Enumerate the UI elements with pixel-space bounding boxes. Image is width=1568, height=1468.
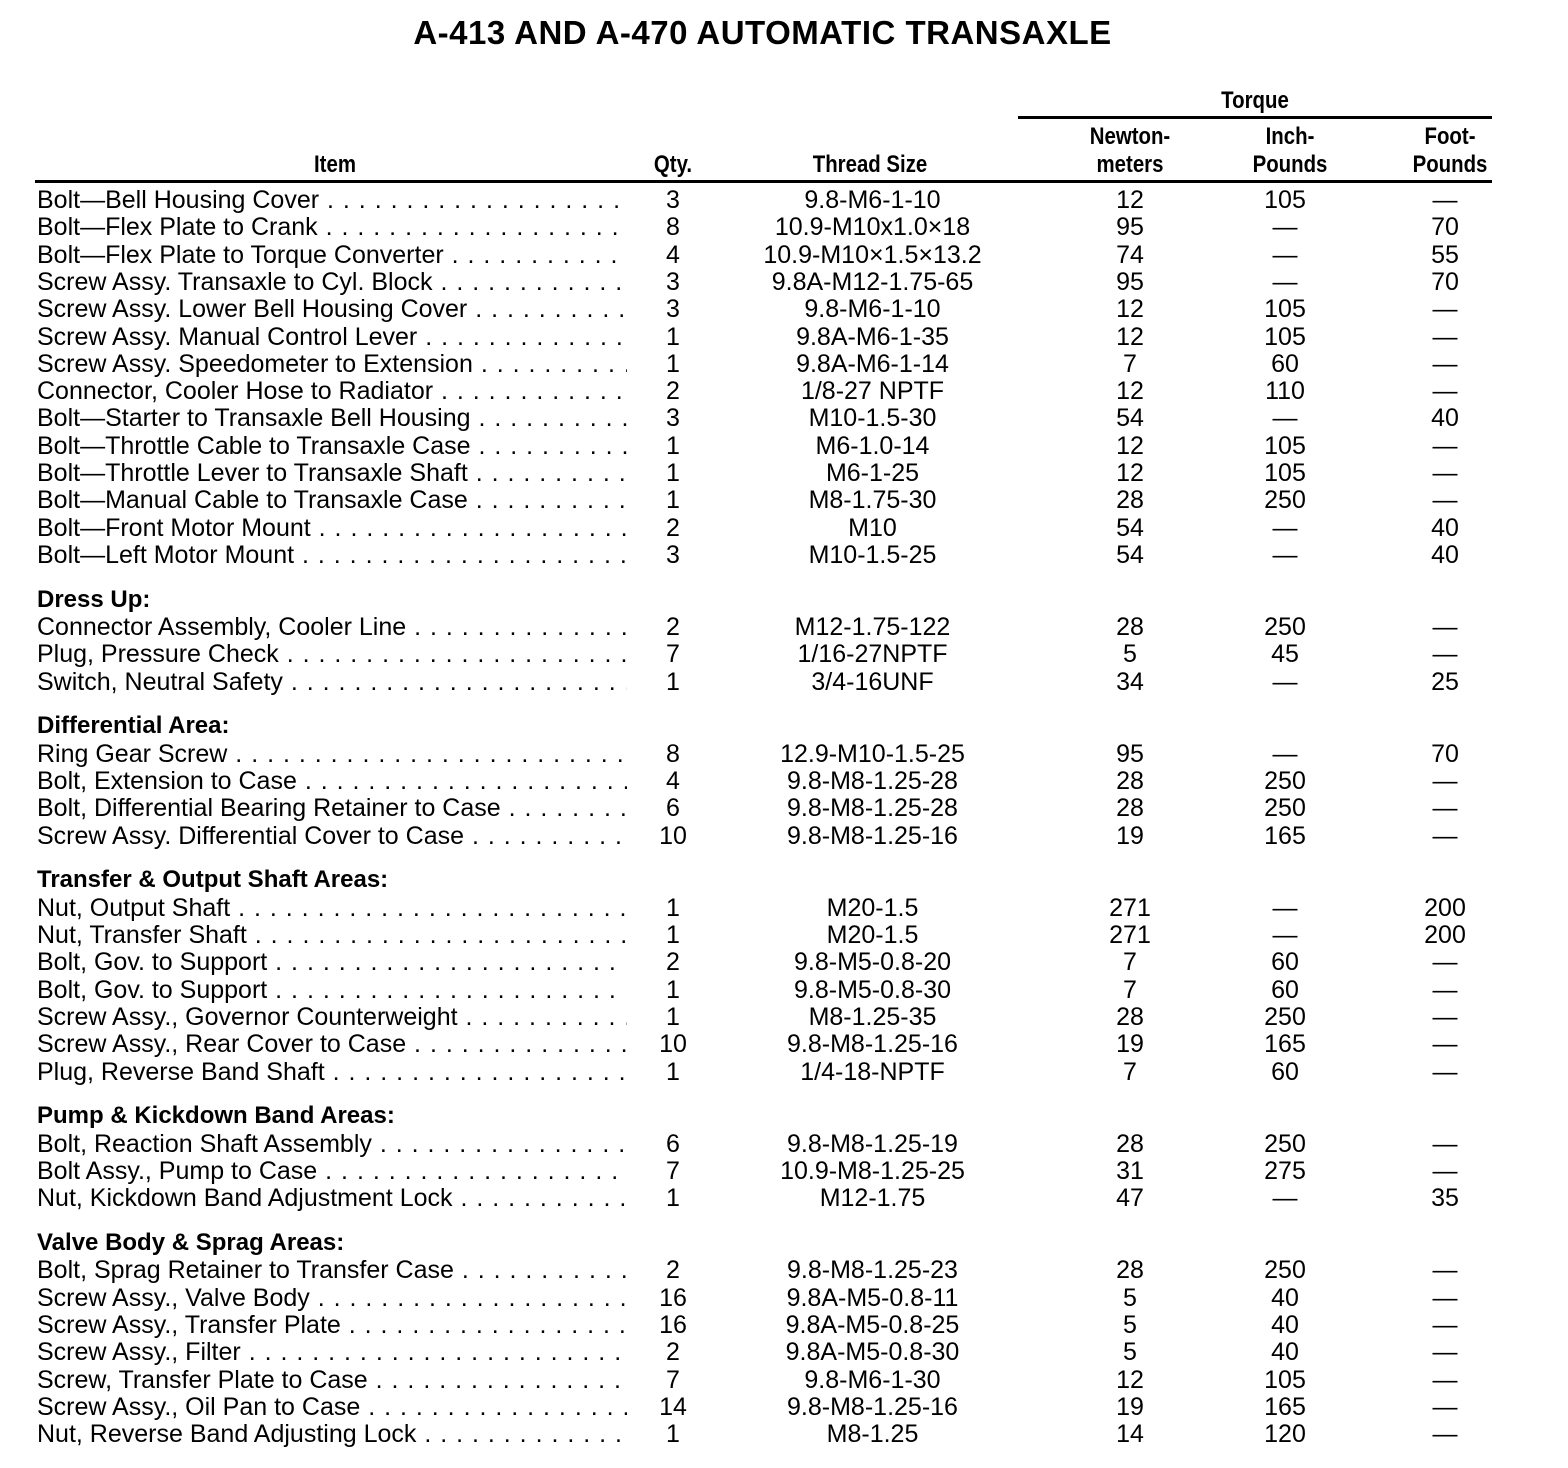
table-row xyxy=(0,459,1568,487)
thread-size-cell: 10.9-M10×1.5×13.2 xyxy=(763,240,982,269)
table-row xyxy=(0,948,1568,976)
table-row xyxy=(0,1184,1568,1212)
qty-cell: 14 xyxy=(659,1392,687,1421)
foot-pounds-cell: 70 xyxy=(1431,267,1459,296)
newton-meters-cell: 12 xyxy=(1116,431,1144,460)
qty-cell: 10 xyxy=(659,821,687,850)
thread-size-cell: 9.8-M8-1.25-19 xyxy=(787,1129,958,1158)
qty-cell: 1 xyxy=(666,1057,680,1086)
item-cell: Bolt—Throttle Cable to Transaxle Case . . . xyxy=(37,432,627,460)
thread-size-cell: M8-1.25 xyxy=(826,1420,919,1449)
inch-pounds-cell: — xyxy=(1272,213,1298,242)
newton-meters-cell: 95 xyxy=(1116,213,1144,242)
item-cell: Screw Assy. Transaxle to Cyl. Block . . . xyxy=(37,268,627,296)
foot-pounds-cell: — xyxy=(1432,1129,1458,1158)
foot-pounds-cell: — xyxy=(1432,794,1458,823)
qty-cell: 1 xyxy=(666,893,680,922)
thread-size-cell: 10.9-M8-1.25-25 xyxy=(780,1156,965,1185)
section-heading xyxy=(0,1229,1568,1257)
table-row xyxy=(0,268,1568,296)
thread-size-cell: 9.8-M8-1.25-28 xyxy=(787,767,958,795)
item-cell: Bolt—Manual Cable to Transaxle Case . . . xyxy=(37,486,627,514)
newton-meters-cell: 19 xyxy=(1116,1030,1144,1059)
table-row xyxy=(0,186,1568,214)
item-cell: Screw Assy. Lower Bell Housing Cover . . . xyxy=(37,295,627,323)
inch-pounds-header xyxy=(1231,123,1350,179)
qty-cell: 6 xyxy=(666,1129,680,1158)
foot-pounds-cell: — xyxy=(1432,640,1458,669)
foot-pounds-cell: 200 xyxy=(1424,893,1466,922)
foot-pounds-cell: — xyxy=(1432,1030,1458,1059)
thread-size-cell: 9.8-M8-1.25-28 xyxy=(787,794,958,823)
thread-size-cell: 1/8-27 NPTF xyxy=(800,377,945,406)
foot-pounds-cell: 35 xyxy=(1431,1184,1459,1213)
qty-cell: 10 xyxy=(659,1030,687,1059)
page-title: A-413 AND A-470 AUTOMATIC TRANSAXLE xyxy=(413,14,1112,51)
item-cell: Plug, Pressure Check . . . xyxy=(37,640,627,668)
foot-pounds-cell: 200 xyxy=(1424,921,1466,949)
inch-pounds-cell: — xyxy=(1272,739,1298,768)
thread-size-cell: 9.8-M6-1-10 xyxy=(804,295,941,324)
table-row xyxy=(0,921,1568,949)
newton-meters-cell: 12 xyxy=(1116,1365,1144,1394)
newton-meters-cell: 54 xyxy=(1116,513,1144,542)
foot-pounds-cell: — xyxy=(1432,486,1458,515)
table-row xyxy=(0,1420,1568,1448)
item-cell: Bolt, Differential Bearing Retainer to Case . . . xyxy=(37,794,627,822)
section-heading xyxy=(0,712,1568,740)
inch-pounds-cell: — xyxy=(1272,240,1298,269)
inch-pounds-cell: 250 xyxy=(1264,794,1306,823)
newton-meters-cell: 12 xyxy=(1116,377,1144,406)
inch-pounds-cell: 40 xyxy=(1271,1283,1299,1312)
item-cell: Bolt Assy., Pump to Case . . . xyxy=(37,1157,627,1185)
inch-pounds-cell: 250 xyxy=(1264,767,1306,795)
inch-pounds-header-line2: Pounds xyxy=(1252,151,1328,178)
foot-pounds-cell: — xyxy=(1432,1365,1458,1394)
newton-meters-cell: 28 xyxy=(1116,613,1144,641)
foot-pounds-cell: — xyxy=(1432,1338,1458,1367)
newton-meters-cell: 28 xyxy=(1116,1256,1144,1285)
item-cell: Screw Assy., Governor Counterweight . . . xyxy=(37,1003,627,1031)
item-cell: Screw Assy., Valve Body . . . xyxy=(37,1284,627,1312)
qty-cell: 2 xyxy=(666,1338,680,1367)
newton-meters-cell: 28 xyxy=(1116,1002,1144,1031)
item-cell: Bolt, Gov. to Support . . . xyxy=(37,948,627,976)
item-cell: Screw Assy., Oil Pan to Case . . . xyxy=(37,1393,627,1421)
foot-pounds-cell: — xyxy=(1432,1420,1458,1449)
inch-pounds-cell: — xyxy=(1272,267,1298,296)
foot-pounds-cell: 40 xyxy=(1431,404,1459,433)
foot-pounds-cell: 40 xyxy=(1431,540,1459,569)
thread-size-cell: M6-1.0-14 xyxy=(815,431,930,460)
foot-pounds-cell: — xyxy=(1432,1310,1458,1339)
qty-cell: 1 xyxy=(666,667,680,696)
newton-meters-cell: 12 xyxy=(1116,322,1144,351)
thread-size-cell: M8-1.75-30 xyxy=(808,486,937,515)
table-row xyxy=(0,350,1568,378)
thread-size-cell: M10 xyxy=(848,513,897,542)
qty-cell: 1 xyxy=(666,1002,680,1031)
newton-meters-cell: 47 xyxy=(1116,1184,1144,1213)
newton-meters-header xyxy=(1066,123,1194,179)
item-cell: Screw Assy. Differential Cover to Case . . . xyxy=(37,822,627,850)
qty-cell: 7 xyxy=(666,640,680,669)
qty-cell: 4 xyxy=(666,767,680,795)
inch-pounds-cell: 165 xyxy=(1264,1030,1306,1059)
table-row xyxy=(0,894,1568,922)
table-row xyxy=(0,295,1568,323)
table-row xyxy=(0,1311,1568,1339)
newton-meters-cell: 12 xyxy=(1116,459,1144,487)
item-cell: Bolt—Left Motor Mount . . . xyxy=(37,541,627,569)
table-row xyxy=(0,323,1568,351)
thread-size-cell: 3/4-16UNF xyxy=(811,667,934,696)
newton-meters-cell: 34 xyxy=(1116,667,1144,696)
item-cell: Bolt, Sprag Retainer to Transfer Case . . . xyxy=(37,1256,627,1284)
newton-meters-cell: 7 xyxy=(1123,349,1137,378)
thread-size-cell: 9.8-M5-0.8-20 xyxy=(793,948,952,977)
inch-pounds-cell: 60 xyxy=(1271,1057,1299,1086)
qty-cell: 16 xyxy=(659,1283,687,1312)
thread-size-cell: 9.8-M5-0.8-30 xyxy=(793,975,952,1004)
inch-pounds-cell: 105 xyxy=(1264,431,1306,460)
thread-size-cell: 9.8A-M5-0.8-30 xyxy=(785,1338,960,1367)
qty-cell: 2 xyxy=(666,613,680,641)
table-row xyxy=(0,668,1568,696)
section-label: Valve Body & Sprag Areas: xyxy=(37,1229,345,1256)
newton-meters-cell: 19 xyxy=(1116,1392,1144,1421)
table-row xyxy=(0,1157,1568,1185)
inch-pounds-cell: 250 xyxy=(1264,1129,1306,1158)
inch-pounds-cell: 250 xyxy=(1264,486,1306,515)
qty-cell: 3 xyxy=(666,267,680,296)
qty-cell: 1 xyxy=(666,1184,680,1213)
item-cell: Screw Assy. Manual Control Lever . . . xyxy=(37,323,627,351)
inch-pounds-cell: — xyxy=(1272,540,1298,569)
inch-pounds-cell: — xyxy=(1272,921,1298,949)
thread-size-cell: M10-1.5-30 xyxy=(808,404,937,433)
qty-cell: 8 xyxy=(666,213,680,242)
thread-size-cell: 1/16-27NPTF xyxy=(797,640,948,669)
newton-meters-cell: 28 xyxy=(1116,1129,1144,1158)
foot-pounds-cell: — xyxy=(1432,613,1458,641)
section-label: Differential Area: xyxy=(37,712,230,740)
inch-pounds-cell: — xyxy=(1272,893,1298,922)
newton-meters-cell: 7 xyxy=(1123,1057,1137,1086)
thread-size-cell: 9.8A-M6-1-35 xyxy=(796,322,949,351)
table-row xyxy=(0,613,1568,641)
table-row xyxy=(0,822,1568,850)
section-label: Transfer & Output Shaft Areas: xyxy=(37,866,389,894)
foot-pounds-cell: 40 xyxy=(1431,513,1459,542)
qty-cell: 1 xyxy=(666,431,680,460)
inch-pounds-cell: 250 xyxy=(1264,613,1306,641)
thread-size-cell: 9.8-M6-1-10 xyxy=(804,186,941,214)
item-cell: Connector, Cooler Hose to Radiator . . . xyxy=(37,377,627,405)
qty-cell: 1 xyxy=(666,322,680,351)
inch-pounds-cell: 105 xyxy=(1264,295,1306,324)
qty-cell: 2 xyxy=(666,948,680,977)
inch-pounds-cell: 40 xyxy=(1271,1310,1299,1339)
thread-size-cell: 9.8A-M5-0.8-25 xyxy=(785,1310,960,1339)
inch-pounds-cell: — xyxy=(1272,667,1298,696)
inch-pounds-cell: 250 xyxy=(1264,1256,1306,1285)
item-cell: Nut, Reverse Band Adjusting Lock . . . xyxy=(37,1420,627,1448)
table-row xyxy=(0,1338,1568,1366)
section-heading xyxy=(0,1102,1568,1130)
qty-cell: 1 xyxy=(666,349,680,378)
item-header: Item xyxy=(314,151,356,178)
foot-pounds-cell: — xyxy=(1432,349,1458,378)
foot-pounds-cell: — xyxy=(1432,431,1458,460)
foot-pounds-cell: — xyxy=(1432,295,1458,324)
thread-size-cell: 9.8-M6-1-30 xyxy=(804,1365,941,1394)
table-row xyxy=(0,486,1568,514)
qty-cell: 8 xyxy=(666,739,680,768)
table-row xyxy=(0,1058,1568,1086)
newton-meters-cell: 19 xyxy=(1116,821,1144,850)
inch-pounds-cell: 45 xyxy=(1271,640,1299,669)
newton-meters-cell: 5 xyxy=(1123,1310,1137,1339)
inch-pounds-cell: 165 xyxy=(1264,821,1306,850)
thread-size-cell: 9.8-M8-1.25-23 xyxy=(787,1256,958,1285)
table-row xyxy=(0,1366,1568,1394)
foot-pounds-cell: — xyxy=(1432,186,1458,214)
foot-pounds-cell: 70 xyxy=(1431,739,1459,768)
inch-pounds-cell: — xyxy=(1272,1184,1298,1213)
qty-cell: 1 xyxy=(666,1420,680,1449)
inch-pounds-cell: 40 xyxy=(1271,1338,1299,1367)
item-cell: Plug, Reverse Band Shaft . . . xyxy=(37,1058,627,1086)
foot-pounds-cell: — xyxy=(1432,948,1458,977)
qty-cell: 2 xyxy=(666,377,680,406)
newton-meters-cell: 12 xyxy=(1116,295,1144,324)
item-cell: Nut, Kickdown Band Adjustment Lock . . . xyxy=(37,1184,627,1212)
inch-pounds-cell: 105 xyxy=(1264,1365,1306,1394)
foot-pounds-cell: 55 xyxy=(1431,240,1459,269)
table-row xyxy=(0,1003,1568,1031)
inch-pounds-cell: — xyxy=(1272,404,1298,433)
foot-pounds-cell: — xyxy=(1432,1057,1458,1086)
thread-size-cell: 1/4-18-NPTF xyxy=(800,1057,945,1086)
inch-pounds-cell: 60 xyxy=(1271,975,1299,1004)
foot-pounds-cell: 25 xyxy=(1431,667,1459,696)
item-cell: Bolt—Starter to Transaxle Bell Housing . . . xyxy=(37,404,627,432)
newton-meters-cell: 54 xyxy=(1116,404,1144,433)
newton-meters-cell: 28 xyxy=(1116,794,1144,823)
qty-cell: 2 xyxy=(666,513,680,542)
item-cell: Bolt, Reaction Shaft Assembly . . . xyxy=(37,1130,627,1158)
item-cell: Bolt—Flex Plate to Torque Converter . . . xyxy=(37,241,627,269)
thread-size-cell: M6-1-25 xyxy=(825,459,920,487)
thread-header: Thread Size xyxy=(812,151,928,178)
thread-size-cell: M20-1.5 xyxy=(826,893,919,922)
inch-pounds-cell: — xyxy=(1272,513,1298,542)
qty-cell: 3 xyxy=(666,540,680,569)
newton-meters-cell: 31 xyxy=(1116,1156,1144,1185)
table-row xyxy=(0,404,1568,432)
thread-size-cell: 12.9-M10-1.5-25 xyxy=(780,739,965,768)
thread-size-cell: 9.8A-M6-1-14 xyxy=(796,349,949,378)
qty-cell: 6 xyxy=(666,794,680,823)
newton-meters-cell: 28 xyxy=(1116,767,1144,795)
inch-pounds-cell: 250 xyxy=(1264,1002,1306,1031)
table-row xyxy=(0,1393,1568,1421)
section-label: Dress Up: xyxy=(37,585,151,613)
foot-pounds-cell: — xyxy=(1432,459,1458,487)
foot-pounds-cell: — xyxy=(1432,377,1458,406)
inch-pounds-cell: 105 xyxy=(1264,459,1306,487)
inch-pounds-cell: 275 xyxy=(1264,1156,1306,1185)
foot-pounds-cell: — xyxy=(1432,1002,1458,1031)
newton-meters-cell: 14 xyxy=(1116,1420,1144,1449)
thread-size-cell: M8-1.25-35 xyxy=(808,1002,937,1031)
newton-meters-cell: 271 xyxy=(1109,921,1151,949)
item-cell: Screw Assy., Transfer Plate . . . xyxy=(37,1311,627,1339)
foot-pounds-cell: — xyxy=(1432,1256,1458,1285)
foot-pounds-cell: — xyxy=(1432,975,1458,1004)
table-row xyxy=(0,976,1568,1004)
item-cell: Bolt—Flex Plate to Crank . . . xyxy=(37,213,627,241)
section-heading xyxy=(0,866,1568,894)
inch-pounds-cell: 60 xyxy=(1271,349,1299,378)
qty-cell: 7 xyxy=(666,1156,680,1185)
foot-pounds-header-line1: Foot- xyxy=(1424,123,1476,150)
item-cell: Bolt—Bell Housing Cover . . . xyxy=(37,186,627,214)
newton-meters-cell: 54 xyxy=(1116,540,1144,569)
item-cell: Nut, Transfer Shaft . . . xyxy=(37,921,627,949)
newton-meters-cell: 74 xyxy=(1116,240,1144,269)
thread-size-cell: M12-1.75-122 xyxy=(794,613,951,641)
thread-size-cell: 9.8A-M12-1.75-65 xyxy=(771,267,974,296)
newton-meters-cell: 95 xyxy=(1116,739,1144,768)
qty-cell: 4 xyxy=(666,240,680,269)
foot-pounds-cell: — xyxy=(1432,821,1458,850)
inch-pounds-cell: 165 xyxy=(1264,1392,1306,1421)
table-row xyxy=(0,794,1568,822)
item-cell: Bolt, Gov. to Support . . . xyxy=(37,976,627,1004)
table-row xyxy=(0,767,1568,795)
qty-cell: 3 xyxy=(666,186,680,214)
newton-meters-cell: 12 xyxy=(1116,186,1144,214)
foot-pounds-cell: — xyxy=(1432,1392,1458,1421)
table-row xyxy=(0,432,1568,460)
foot-pounds-header-line2: Pounds xyxy=(1412,151,1488,178)
newton-meters-cell: 5 xyxy=(1123,640,1137,669)
thread-size-cell: 10.9-M10x1.0×18 xyxy=(774,213,971,242)
item-cell: Switch, Neutral Safety . . . xyxy=(37,668,627,696)
table-row xyxy=(0,241,1568,269)
thread-size-cell: 9.8-M8-1.25-16 xyxy=(787,1030,958,1059)
table-row xyxy=(0,1030,1568,1058)
qty-header: Qty. xyxy=(653,151,693,178)
foot-pounds-cell: — xyxy=(1432,322,1458,351)
newton-meters-cell: 5 xyxy=(1123,1338,1137,1367)
table-row xyxy=(0,740,1568,768)
foot-pounds-cell: — xyxy=(1432,767,1458,795)
header-rule xyxy=(35,180,1492,183)
inch-pounds-cell: 60 xyxy=(1271,948,1299,977)
inch-pounds-cell: 105 xyxy=(1264,186,1306,214)
qty-cell: 1 xyxy=(666,921,680,949)
item-cell: Ring Gear Screw . . . xyxy=(37,740,627,768)
item-cell: Screw Assy. Speedometer to Extension . . . xyxy=(37,350,627,378)
foot-pounds-header xyxy=(1391,123,1510,179)
qty-cell: 7 xyxy=(666,1365,680,1394)
newton-meters-cell: 28 xyxy=(1116,486,1144,515)
newton-meters-header-line2: meters xyxy=(1096,151,1164,178)
inch-pounds-cell: 120 xyxy=(1264,1420,1306,1449)
inch-pounds-cell: 105 xyxy=(1264,322,1306,351)
torque-group-header: Torque xyxy=(1221,87,1289,114)
table-row xyxy=(0,1130,1568,1158)
item-cell: Connector Assembly, Cooler Line . . . xyxy=(37,613,627,641)
table-row xyxy=(0,541,1568,569)
qty-cell: 3 xyxy=(666,404,680,433)
newton-meters-cell: 5 xyxy=(1123,1283,1137,1312)
item-cell: Screw Assy., Rear Cover to Case . . . xyxy=(37,1030,627,1058)
qty-cell: 16 xyxy=(659,1310,687,1339)
table-row xyxy=(0,1256,1568,1284)
newton-meters-cell: 7 xyxy=(1123,948,1137,977)
item-cell: Screw Assy., Filter . . . xyxy=(37,1338,627,1366)
item-cell: Bolt—Throttle Lever to Transaxle Shaft . . . xyxy=(37,459,627,487)
item-cell: Screw, Transfer Plate to Case . . . xyxy=(37,1366,627,1394)
newton-meters-cell: 271 xyxy=(1109,893,1151,922)
qty-cell: 1 xyxy=(666,459,680,487)
section-heading xyxy=(0,586,1568,614)
thread-size-cell: 9.8-M8-1.25-16 xyxy=(787,1392,958,1421)
table-row xyxy=(0,640,1568,668)
table-row xyxy=(0,1284,1568,1312)
item-cell: Nut, Output Shaft . . . xyxy=(37,894,627,922)
thread-size-cell: 9.8-M8-1.25-16 xyxy=(787,821,958,850)
item-cell: Bolt, Extension to Case . . . xyxy=(37,767,627,795)
qty-cell: 3 xyxy=(666,295,680,324)
newton-meters-cell: 95 xyxy=(1116,267,1144,296)
qty-cell: 1 xyxy=(666,486,680,515)
foot-pounds-cell: — xyxy=(1432,1156,1458,1185)
foot-pounds-cell: 70 xyxy=(1431,213,1459,242)
thread-size-cell: 9.8A-M5-0.8-11 xyxy=(786,1283,959,1312)
qty-cell: 2 xyxy=(666,1256,680,1285)
thread-size-cell: M20-1.5 xyxy=(826,921,919,949)
qty-cell: 1 xyxy=(666,975,680,1004)
thread-size-cell: M10-1.5-25 xyxy=(808,540,937,569)
torque-group-rule xyxy=(1018,116,1492,119)
inch-pounds-header-line1: Inch- xyxy=(1265,123,1315,150)
table-row xyxy=(0,377,1568,405)
newton-meters-cell: 7 xyxy=(1123,975,1137,1004)
inch-pounds-cell: 110 xyxy=(1265,377,1305,406)
foot-pounds-cell: — xyxy=(1432,1283,1458,1312)
table-row xyxy=(0,213,1568,241)
section-label: Pump & Kickdown Band Areas: xyxy=(37,1102,395,1130)
item-cell: Bolt—Front Motor Mount . . . xyxy=(37,514,627,542)
thread-size-cell: M12-1.75 xyxy=(819,1184,926,1213)
table-row xyxy=(0,514,1568,542)
newton-meters-header-line1: Newton- xyxy=(1089,123,1171,150)
